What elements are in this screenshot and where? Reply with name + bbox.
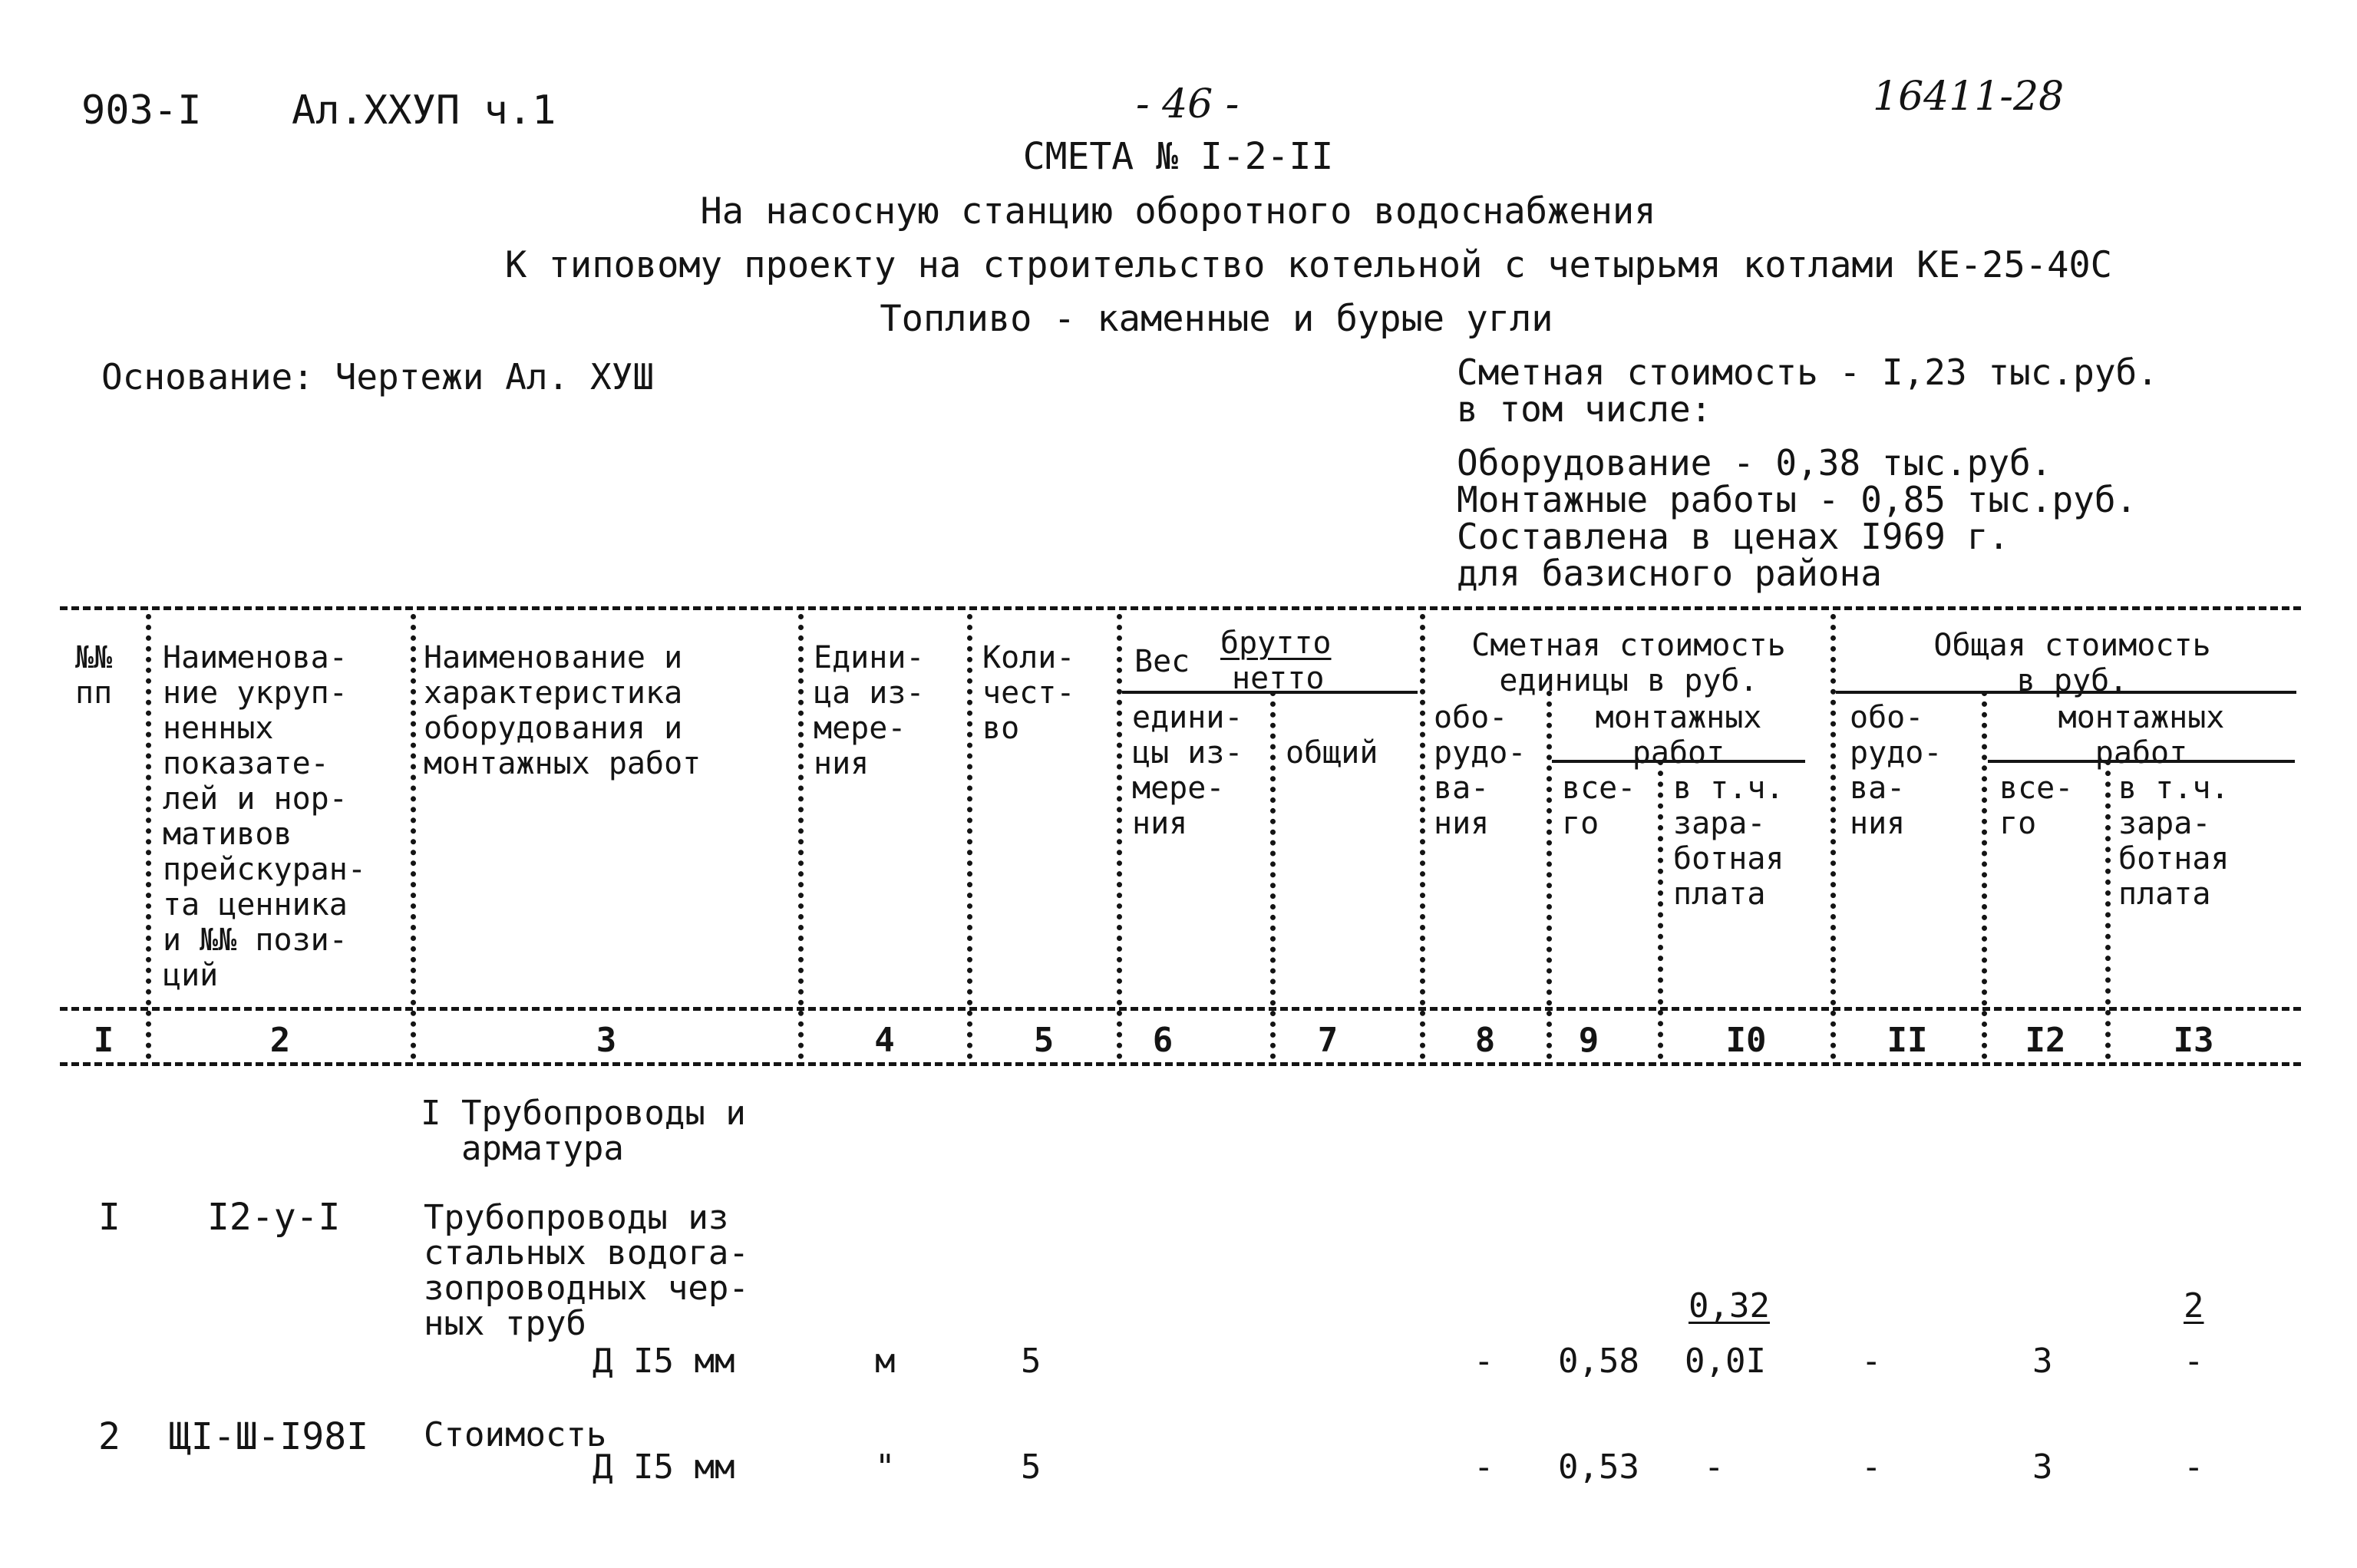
col-separator [411,614,416,1059]
row-spec: Д I5 мм [593,1342,735,1381]
section-heading: I Трубопроводы и арматура [421,1094,746,1168]
column-number: 7 [1317,1021,1339,1060]
page-number: - 46 - [1136,81,1240,127]
col-separator [2105,760,2111,1059]
col-separator [1547,691,1552,1059]
header-row-number: №№ пп [75,640,113,711]
header-equipment-2: обо- рудо- ва- ния [1850,700,1943,841]
region-basis: для базисного района [1457,553,1882,594]
column-number: 8 [1474,1021,1496,1060]
mounting-cost: Монтажные работы - 0,85 тыс.руб. [1457,479,2137,520]
header-equipment: обо- рудо- ва- ния [1434,700,1527,841]
col-separator [967,614,972,1059]
col-separator [146,614,151,1059]
row-total-equipment: - [1861,1448,1882,1487]
header-weight-unit: едини- цы из- мере- ния [1132,700,1243,841]
row-total-wages: - [2184,1342,2204,1381]
including-label: в том числе: [1457,388,1712,430]
header-mount-total: все- го [1562,771,1636,841]
row-name: Стоимость [424,1415,607,1454]
row-equipment-cost: - [1474,1448,1494,1487]
basis-text: Основание: Чертежи Ал. ХУШ [101,356,655,398]
header-mounting-2: монтажных работ [2058,700,2225,771]
column-number: 2 [269,1021,291,1060]
column-number: II [1887,1021,1928,1060]
header-mount-wages: в т.ч. зара- ботная плата [1673,771,1784,912]
title-line-1: На насосную станцию оборотного водоснабжения [700,190,1656,233]
col-separator [798,614,804,1059]
header-mount-total-2: все- го [1999,771,2074,841]
header-bottom-rule [60,1007,2301,1011]
estimate-title: СМЕТА № I-2-II [1022,135,1334,178]
column-number: 5 [1033,1021,1055,1060]
row-spec: Д I5 мм [593,1448,735,1487]
row-total-wages-top: 2 [2184,1286,2204,1325]
row-qty: 5 [1021,1342,1042,1381]
row-mount-wages-top: 0,32 [1689,1286,1770,1325]
estimated-cost: Сметная стоимость - I,23 тыс.руб. [1457,352,2158,393]
row-total-wages: - [2184,1448,2204,1487]
row-qty: 5 [1021,1448,1042,1487]
row-name: Трубопроводы из стальных водога- зопроводных чер- ных труб [424,1198,749,1343]
row-number: 2 [98,1415,120,1458]
document-code: 16411-28 [1873,74,2065,120]
header-mounting: монтажных работ [1595,700,1762,771]
row-mount-total: 0,58 [1558,1342,1639,1381]
column-number: 9 [1578,1021,1599,1060]
row-unit: м [875,1342,896,1381]
album-number: Ал.ХХУП ч.1 [292,87,556,134]
row-unit: " [875,1448,896,1487]
row-mount-wages: - [1704,1448,1725,1487]
column-number: I [93,1021,114,1060]
header-total-cost: Общая стоимость в руб. [1933,628,2211,698]
col-separator [1420,614,1425,1059]
col-separator [1117,614,1122,1059]
row-code: I2-у-I [207,1196,341,1239]
col-separator [1270,691,1276,1059]
col-separator [1830,614,1836,1059]
equipment-cost: Оборудование - 0,38 тыс.руб. [1457,442,2052,484]
table-top-rule [60,606,2301,610]
row-number: I [98,1196,120,1239]
header-quantity: Коли- чест- во [982,640,1075,746]
column-numbers-rule [60,1062,2301,1066]
column-number: I3 [2173,1021,2214,1060]
row-mount-total: 0,53 [1558,1448,1639,1487]
title-line-3: Топливо - каменные и бурые угли [880,298,1553,340]
column-number: 6 [1152,1021,1174,1060]
col-separator [1658,760,1663,1059]
header-mount-wages-2: в т.ч. зара- ботная плата [2118,771,2230,912]
column-number: I2 [2025,1021,2066,1060]
price-basis: Составлена в ценах I969 г. [1457,516,2010,557]
row-code: ЩI-Ш-I98I [169,1415,369,1458]
column-number: I0 [1725,1021,1767,1060]
column-number: 4 [874,1021,895,1060]
header-indicator-code: Наименова- ние укруп- ненных показате- лей и нор- мативов прейскуран- та ценника и №№ пози- ций [163,640,366,993]
title-line-2: К типовому проекту на строительство котельной с четырьмя котлами КЕ-25-40С [505,244,2112,286]
column-number: 3 [596,1021,617,1060]
header-weight: Вес [1134,644,1190,679]
header-work-name: Наименование и характеристика оборудования и монтажных работ [424,640,701,781]
row-equipment-cost: - [1474,1342,1494,1381]
header-weight-gross: брутто [1220,626,1332,661]
header-unit-cost: Сметная стоимость единицы в руб. [1471,628,1786,698]
row-total-mount: 3 [2032,1342,2053,1381]
series-number: 903-I [81,87,202,134]
header-weight-net: нетто [1232,661,1325,696]
col-separator [1982,691,1987,1059]
header-weight-total: общий [1286,735,1378,771]
row-mount-wages: 0,0I [1685,1342,1766,1381]
header-unit: Едини- ца из- мере- ния [814,640,925,781]
row-total-equipment: - [1861,1342,1882,1381]
row-total-mount: 3 [2032,1448,2053,1487]
